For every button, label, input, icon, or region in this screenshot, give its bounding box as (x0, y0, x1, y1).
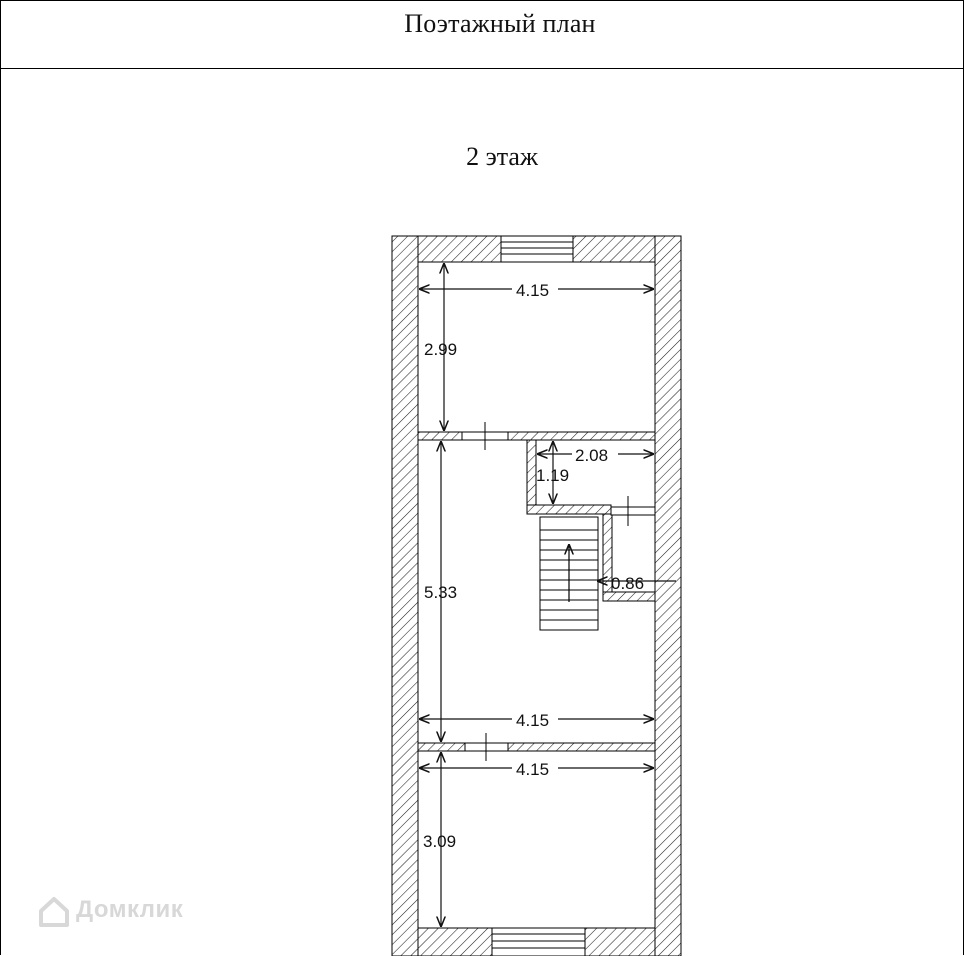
page-title: Поэтажный план (404, 9, 596, 38)
dim-top-height: 2.99 (424, 340, 458, 359)
dim-closet-depth: 1.19 (536, 466, 570, 485)
dim-middle-height: 5.33 (424, 583, 458, 602)
floor-label: 2 этаж (466, 142, 538, 171)
dim-bottom-height: 3.09 (423, 832, 457, 851)
dim-corridor-width: 0.86 (611, 574, 645, 593)
dim-middle-width: 4.15 (516, 711, 550, 730)
dim-top-width: 4.15 (516, 281, 550, 300)
watermark-text: Домклик (76, 896, 184, 923)
staircase (540, 517, 598, 630)
house-logo-icon (38, 896, 74, 928)
bottom-window (492, 928, 585, 956)
top-window (501, 236, 573, 262)
dim-closet-width: 2.08 (575, 446, 609, 465)
dim-bottom-width: 4.15 (516, 760, 550, 779)
